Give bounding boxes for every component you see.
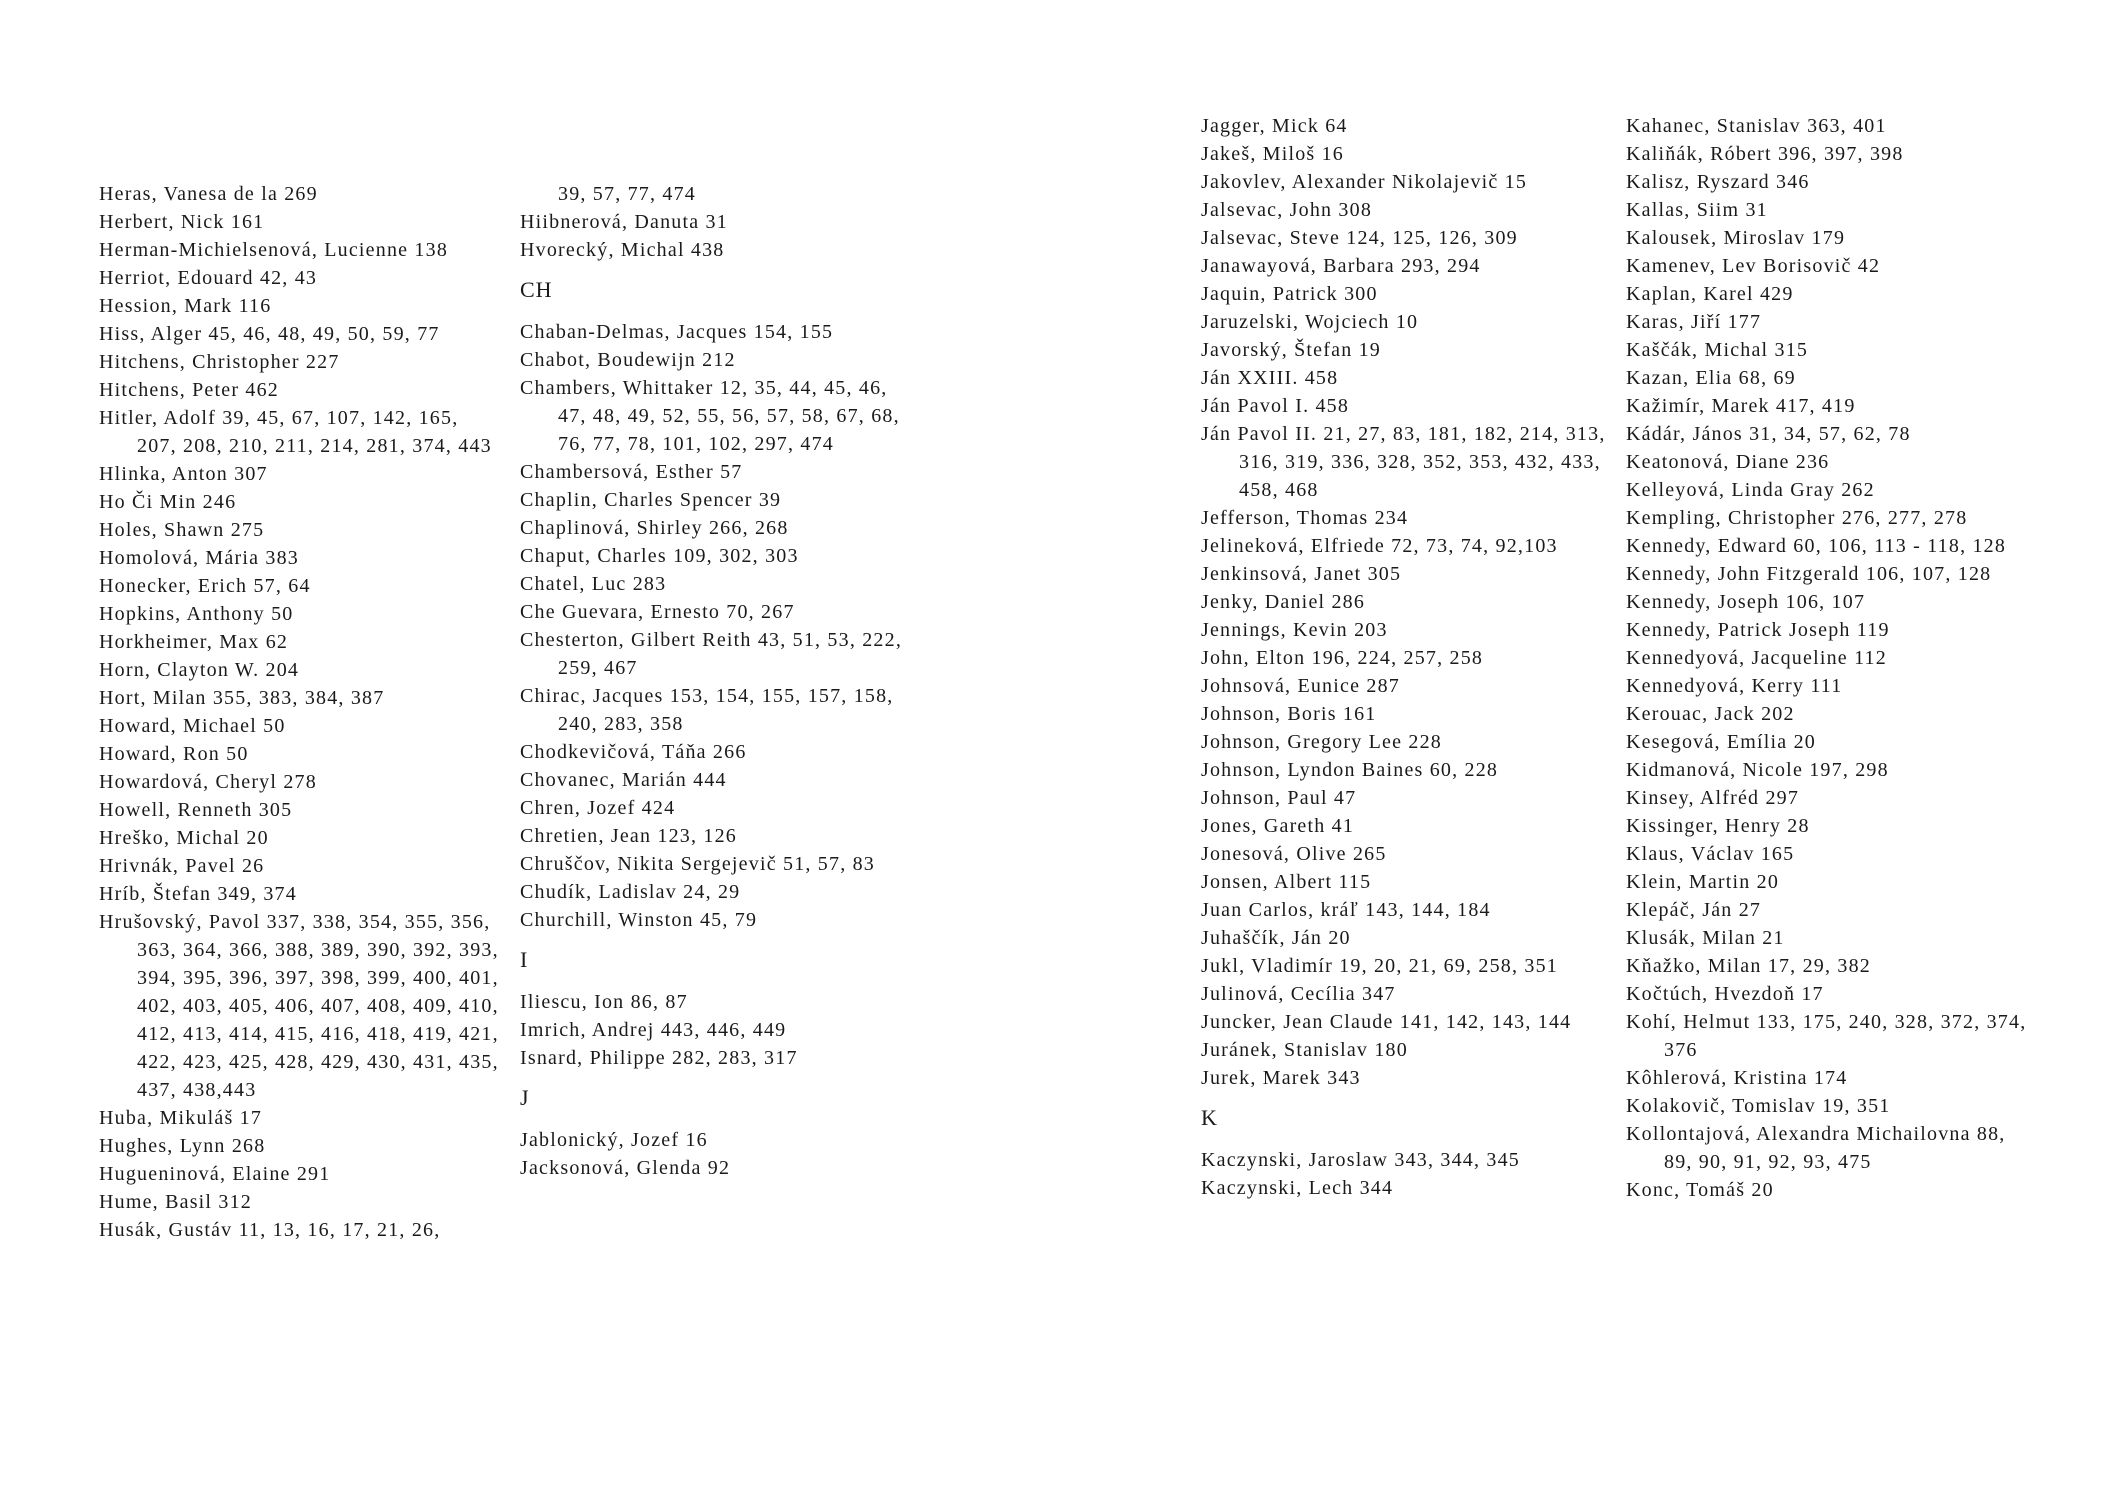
index-entry: Jukl, Vladimír 19, 20, 21, 69, 258, 351	[1201, 955, 1558, 977]
index-entry: Chren, Jozef 424	[520, 797, 676, 819]
index-entry: Kazan, Elia 68, 69	[1626, 367, 1796, 389]
index-entry: Jablonický, Jozef 16	[520, 1129, 708, 1151]
index-entry: Konc, Tomáš 20	[1626, 1179, 1774, 1201]
index-entry: Hlinka, Anton 307	[99, 463, 268, 485]
index-entry: Howell, Renneth 305	[99, 799, 293, 821]
index-entry: Jacksonová, Glenda 92	[520, 1157, 731, 1179]
index-entry: Hiibnerová, Danuta 31	[520, 211, 728, 233]
index-entry: Karas, Jiří 177	[1626, 311, 1762, 333]
index-entry: Ján XXIII. 458	[1201, 367, 1339, 389]
index-entry: Jurek, Marek 343	[1201, 1067, 1361, 1089]
index-entry: Ján Pavol I. 458	[1201, 395, 1350, 417]
index-entry: Chretien, Jean 123, 126	[520, 825, 738, 847]
index-letter-heading: J	[520, 1085, 530, 1110]
index-entry: Jones, Gareth 41	[1201, 815, 1355, 837]
index-entry: Jakovlev, Alexander Nikolajevič 15	[1201, 171, 1528, 193]
index-entry: Kaščák, Michal 315	[1626, 339, 1809, 361]
index-entry: Hitchens, Peter 462	[99, 379, 279, 401]
index-entry: Klein, Martin 20	[1626, 871, 1780, 893]
index-entry: Homolová, Mária 383	[99, 547, 299, 569]
index-entry: Kennedy, John Fitzgerald 106, 107, 128	[1626, 563, 1992, 585]
index-entry: Huba, Mikuláš 17	[99, 1107, 263, 1129]
index-entry: Chaput, Charles 109, 302, 303	[520, 545, 799, 567]
index-entry: Keatonová, Diane 236	[1626, 451, 1830, 473]
index-letter-heading: I	[520, 947, 529, 972]
index-entry: Hiss, Alger 45, 46, 48, 49, 50, 59, 77	[99, 323, 440, 345]
index-entry: Heras, Vanesa de la 269	[99, 183, 318, 205]
index-entry: Hríb, Štefan 349, 374	[99, 883, 297, 905]
index-entry: John, Elton 196, 224, 257, 258	[1201, 647, 1484, 669]
index-entry: Honecker, Erich 57, 64	[99, 575, 311, 597]
index-entry: Kennedy, Edward 60, 106, 113 - 118, 128	[1626, 535, 2007, 557]
index-entry: Ján Pavol II. 21, 27, 83, 181, 182, 214, 313, 316, 319, 336, 328, 352, 353, 432, 433, 458, 468	[1201, 423, 1606, 501]
index-entry: Kalousek, Miroslav 179	[1626, 227, 1846, 249]
index-entry: Chruščov, Nikita Sergejevič 51, 57, 83	[520, 853, 875, 875]
index-entry: Herman-Michielsenová, Lucienne 138	[99, 239, 449, 261]
index-entry: Kahanec, Stanislav 363, 401	[1626, 115, 1887, 137]
index-entry: Chabot, Boudewijn 212	[520, 349, 736, 371]
index-entry: Kallas, Siim 31	[1626, 199, 1768, 221]
index-entry: Juncker, Jean Claude 141, 142, 143, 144	[1201, 1011, 1572, 1033]
index-entry: Hopkins, Anthony 50	[99, 603, 294, 625]
index-entry: Howardová, Cheryl 278	[99, 771, 317, 793]
index-entry: Jagger, Mick 64	[1201, 115, 1348, 137]
index-entry: Kohí, Helmut 133, 175, 240, 328, 372, 374, 376	[1626, 1011, 2027, 1061]
index-entry: Klusák, Milan 21	[1626, 927, 1785, 949]
index-entry: Hrušovský, Pavol 337, 338, 354, 355, 356, 363, 364, 366, 388, 389, 390, 392, 393, 394, 395, 396, 397, 398, 399, 400, 401, 402, 403, 405, 406, 407, 408, 409, 410, 412, 413, 414, 415, 416, 418, 419, 421, 422, 423, 425, 428, 429, 430, 431, 435, 437, 438,443	[99, 911, 499, 1101]
index-entry: Kádár, János 31, 34, 57, 62, 78	[1626, 423, 1911, 445]
index-column-4	[1626, 112, 2036, 1204]
index-entry: Kennedy, Patrick Joseph 119	[1626, 619, 1890, 641]
index-entry: Horkheimer, Max 62	[99, 631, 289, 653]
index-entry: Klaus, Václav 165	[1626, 843, 1795, 865]
index-entry: Janawayová, Barbara 293, 294	[1201, 255, 1481, 277]
index-entry: Chudík, Ladislav 24, 29	[520, 881, 741, 903]
index-entry: Howard, Ron 50	[99, 743, 249, 765]
index-letter-heading: CH	[520, 277, 553, 302]
index-entry: Kažimír, Marek 417, 419	[1626, 395, 1856, 417]
index-entry: Chirac, Jacques 153, 154, 155, 157, 158, 240, 283, 358	[520, 685, 894, 735]
index-entry: Ho Či Min 246	[99, 491, 237, 513]
index-entry: Hvorecký, Michal 438	[520, 239, 725, 261]
index-entry: Kelleyová, Linda Gray 262	[1626, 479, 1875, 501]
index-entry: Jenkinsová, Janet 305	[1201, 563, 1402, 585]
index-entry: Iliescu, Ion 86, 87	[520, 991, 688, 1013]
index-entry: Kennedyová, Jacqueline 112	[1626, 647, 1887, 669]
index-entry: Kalisz, Ryszard 346	[1626, 171, 1810, 193]
index-entry: Kennedy, Joseph 106, 107	[1626, 591, 1866, 613]
index-entry: Jalsevac, Steve 124, 125, 126, 309	[1201, 227, 1518, 249]
index-entry: Jakeš, Miloš 16	[1201, 143, 1344, 165]
index-entry: Javorský, Štefan 19	[1201, 339, 1381, 361]
index-entry: Jenky, Daniel 286	[1201, 591, 1366, 613]
index-entry: Hume, Basil 312	[99, 1191, 252, 1213]
index-entry: Kaliňák, Róbert 396, 397, 398	[1626, 143, 1904, 165]
index-entry: Chodkevičová, Táňa 266	[520, 741, 747, 763]
index-entry: Kollontajová, Alexandra Michailovna 88, 89, 90, 91, 92, 93, 475	[1626, 1123, 2006, 1173]
index-entry: Hughes, Lynn 268	[99, 1135, 266, 1157]
index-entry: Hession, Mark 116	[99, 295, 272, 317]
index-entry: Kôhlerová, Kristina 174	[1626, 1067, 1848, 1089]
index-entry: Jalsevac, John 308	[1201, 199, 1373, 221]
index-entry: Juhaščík, Ján 20	[1201, 927, 1351, 949]
index-entry: Kinsey, Alfréd 297	[1626, 787, 1800, 809]
index-entry: Hort, Milan 355, 383, 384, 387	[99, 687, 385, 709]
index-entry: Herbert, Nick 161	[99, 211, 265, 233]
index-entry: Imrich, Andrej 443, 446, 449	[520, 1019, 787, 1041]
index-entry: Kňažko, Milan 17, 29, 382	[1626, 955, 1871, 977]
index-entry: Juan Carlos, kráľ 143, 144, 184	[1201, 899, 1491, 921]
index-entry: Kočtúch, Hvezdoň 17	[1626, 983, 1824, 1005]
index-entry: Howard, Michael 50	[99, 715, 286, 737]
index-entry: Kolakovič, Tomislav 19, 351	[1626, 1095, 1891, 1117]
index-entry: Juránek, Stanislav 180	[1201, 1039, 1408, 1061]
index-entry: Chesterton, Gilbert Reith 43, 51, 53, 222, 259, 467	[520, 629, 903, 679]
index-entry: Johnson, Boris 161	[1201, 703, 1377, 725]
index-entry: Jaruzelski, Wojciech 10	[1201, 311, 1419, 333]
index-entry: Kaplan, Karel 429	[1626, 283, 1794, 305]
index-entry: Holes, Shawn 275	[99, 519, 265, 541]
index-entry-continuation: 39, 57, 77, 474	[558, 183, 696, 205]
index-entry: Jonesová, Olive 265	[1201, 843, 1387, 865]
index-entry: Jaquin, Patrick 300	[1201, 283, 1378, 305]
index-entry: Kerouac, Jack 202	[1626, 703, 1795, 725]
index-entry: Jonsen, Albert 115	[1201, 871, 1372, 893]
index-entry: Chaplinová, Shirley 266, 268	[520, 517, 789, 539]
index-entry: Hrivnák, Pavel 26	[99, 855, 265, 877]
index-entry: Chaplin, Charles Spencer 39	[520, 489, 782, 511]
index-entry: Johnson, Gregory Lee 228	[1201, 731, 1442, 753]
index-entry: Kennedyová, Kerry 111	[1626, 675, 1843, 697]
index-entry: Isnard, Philippe 282, 283, 317	[520, 1047, 798, 1069]
index-entry: Chovanec, Marián 444	[520, 769, 727, 791]
index-entry: Kaczynski, Lech 344	[1201, 1177, 1394, 1199]
index-column-2	[520, 180, 920, 1182]
index-entry: Chambersová, Esther 57	[520, 461, 743, 483]
index-letter-heading: K	[1201, 1105, 1218, 1130]
index-entry: Julinová, Cecília 347	[1201, 983, 1396, 1005]
index-entry: Churchill, Winston 45, 79	[520, 909, 758, 931]
index-entry: Chatel, Luc 283	[520, 573, 667, 595]
index-entry: Jennings, Kevin 203	[1201, 619, 1388, 641]
index-entry: Hitchens, Christopher 227	[99, 351, 340, 373]
index-entry: Kaczynski, Jaroslaw 343, 344, 345	[1201, 1149, 1520, 1171]
index-column-3	[1201, 112, 1611, 1202]
index-entry: Johnsová, Eunice 287	[1201, 675, 1400, 697]
index-entry: Jefferson, Thomas 234	[1201, 507, 1409, 529]
index-entry: Chambers, Whittaker 12, 35, 44, 45, 46, 47, 48, 49, 52, 55, 56, 57, 58, 67, 68, 76, 77, 78, 101, 102, 297, 474	[520, 377, 900, 455]
index-entry: Kesegová, Emília 20	[1626, 731, 1816, 753]
index-entry: Hitler, Adolf 39, 45, 67, 107, 142, 165, 207, 208, 210, 211, 214, 281, 374, 443	[99, 407, 492, 457]
index-entry: Hreško, Michal 20	[99, 827, 269, 849]
index-entry: Kidmanová, Nicole 197, 298	[1626, 759, 1889, 781]
index-column-1	[99, 180, 504, 1244]
index-entry: Chaban-Delmas, Jacques 154, 155	[520, 321, 834, 343]
index-entry: Johnson, Lyndon Baines 60, 228	[1201, 759, 1499, 781]
index-entry: Kempling, Christopher 276, 277, 278	[1626, 507, 1968, 529]
index-entry: Che Guevara, Ernesto 70, 267	[520, 601, 795, 623]
index-entry: Johnson, Paul 47	[1201, 787, 1357, 809]
index-entry: Klepáč, Ján 27	[1626, 899, 1762, 921]
index-entry: Jelineková, Elfriede 72, 73, 74, 92,103	[1201, 535, 1558, 557]
index-entry: Kamenev, Lev Borisovič 42	[1626, 255, 1881, 277]
index-entry: Kissinger, Henry 28	[1626, 815, 1810, 837]
index-entry: Husák, Gustáv 11, 13, 16, 17, 21, 26,	[99, 1219, 441, 1241]
index-entry: Hugueninová, Elaine 291	[99, 1163, 331, 1185]
index-entry: Herriot, Edouard 42, 43	[99, 267, 318, 289]
index-entry: Horn, Clayton W. 204	[99, 659, 300, 681]
